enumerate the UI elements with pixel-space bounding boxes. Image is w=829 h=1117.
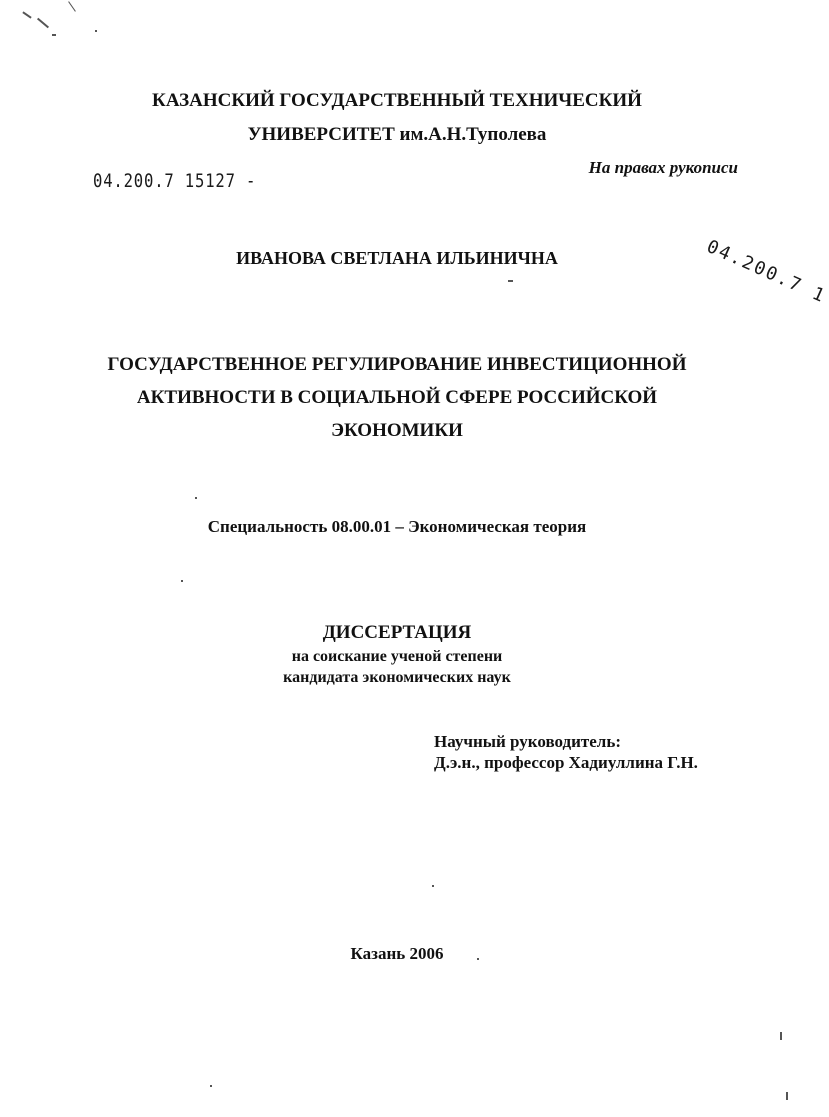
advisor-label: Научный руководитель: (434, 732, 621, 751)
university-name-line-1: КАЗАНСКИЙ ГОСУДАРСТВЕННЫЙ ТЕХНИЧЕСКИЙ (152, 90, 642, 111)
registration-stamp-left: 04.200.7 15127 - (93, 170, 257, 192)
city-year: Казань 2006 (350, 944, 444, 963)
registration-stamp-right: 04.200.7 1 (703, 236, 829, 308)
author-name: ИВАНОВА СВЕТЛАНА ИЛЬИНИЧНА (236, 248, 558, 268)
university-name-line-2: УНИВЕРСИТЕТ им.А.Н.Туполева (247, 124, 547, 145)
dissertation-title-line-3: ЭКОНОМИКИ (331, 420, 463, 441)
specialty-line: Специальность 08.00.01 – Экономическая теория (207, 517, 587, 536)
degree-line-2: кандидата экономических наук (283, 669, 511, 686)
manuscript-rights-note: На правах рукописи (588, 158, 738, 177)
dissertation-heading: ДИССЕРТАЦИЯ (322, 622, 472, 643)
dissertation-title-line-2: АКТИВНОСТИ В СОЦИАЛЬНОЙ СФЕРЕ РОССИЙСКОЙ (136, 387, 658, 408)
advisor-name: Д.э.н., профессор Хадиуллина Г.Н. (434, 753, 698, 772)
dissertation-title-line-1: ГОСУДАРСТВЕННОЕ РЕГУЛИРОВАНИЕ ИНВЕСТИЦИОННОЙ (107, 354, 687, 375)
degree-line-1: на соискание ученой степени (291, 648, 503, 665)
